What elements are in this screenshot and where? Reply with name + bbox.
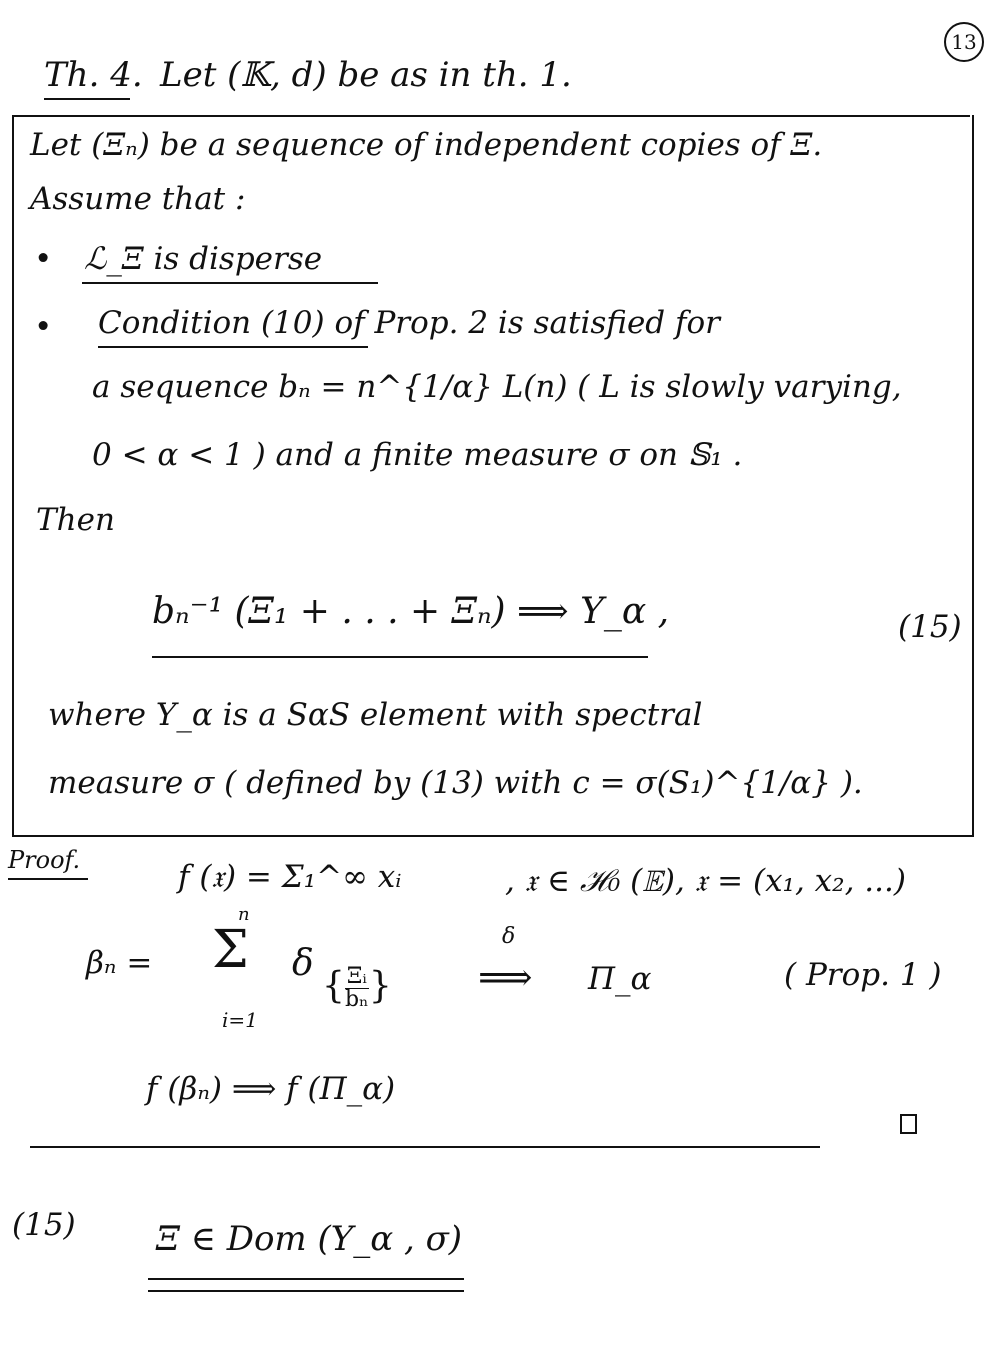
bullet-2-line-b: a sequence bₙ = n^{1/α} L(n) ( L is slowly varying, (92, 369, 902, 405)
sum-lower-limit: i=1 (222, 1008, 258, 1032)
arrow-label: δ (502, 924, 516, 949)
statement-underline-2 (148, 1290, 464, 1292)
formula-underline (152, 656, 648, 658)
where-line-1: where Y_α is a SαS element with spectral (48, 697, 703, 733)
proof-end-rule (30, 1146, 820, 1148)
convergence-formula: bₙ⁻¹ (Ξ₁ + . . . + Ξₙ) ⟹ Y_α , (152, 591, 670, 632)
dirac-delta: δ (292, 943, 314, 984)
theorem-line-1: Let (𝕂, d) be as in th. 1. (160, 55, 572, 95)
beta-rhs: Π_α (588, 961, 652, 997)
formula-tag: (15) (898, 609, 962, 645)
theorem-line-3: Assume that : (30, 181, 246, 217)
page-number: 13 (944, 22, 984, 62)
proof-label-underline (8, 878, 88, 880)
bullet-1-underline (82, 282, 378, 284)
proof-conclusion: f (βₙ) ⟹ f (Π_α) (146, 1071, 396, 1107)
sum-upper-limit: n (238, 904, 250, 925)
domain-of-attraction-statement: Ξ ∈ Dom (Y_α , σ) (156, 1219, 463, 1259)
theorem-heading: Th. 4. (44, 55, 143, 95)
beta-lhs: βₙ = (86, 945, 153, 981)
prop-reference: ( Prop. 1 ) (784, 957, 942, 993)
dirac-subscript: { $\frac{\text{Ξᵢ}}{\text{bₙ}}$ } (322, 964, 392, 1012)
where-line-2: measure σ ( defined by (13) with c = σ(S₁)^{1/α} ). (48, 765, 863, 801)
qed-square (900, 1114, 917, 1134)
heading-underline (44, 98, 130, 100)
proof-label: Proof. (8, 846, 81, 874)
proof-f-domain: , 𝔵 ∈ ℋ₀ (𝔼), 𝔵 = (x₁, x₂, ...) (505, 863, 906, 899)
bullet-2-underline (98, 346, 368, 348)
then-word: Then (36, 502, 115, 538)
bullet-1-text: ℒ_Ξ is disperse (84, 241, 323, 277)
proof-f-definition: f (𝔵) = Σ₁^∞ xᵢ (178, 859, 402, 895)
statement-underline-1 (148, 1278, 464, 1280)
sum-sign: Σ (212, 920, 249, 980)
bullet-2-line-c: 0 < α < 1 ) and a finite measure σ on 𝕊₁ . (92, 437, 743, 473)
convergence-arrow: ⟹ (478, 955, 533, 999)
bullet-dot-1: • (34, 241, 53, 277)
bullet-dot-2: • (34, 309, 53, 345)
footer-tag: (15) (12, 1207, 76, 1243)
theorem-line-2: Let (Ξₙ) be a sequence of independent copies of Ξ. (30, 127, 823, 163)
bullet-2-line-a: Condition (10) of Prop. 2 is satisfied for (98, 305, 720, 341)
